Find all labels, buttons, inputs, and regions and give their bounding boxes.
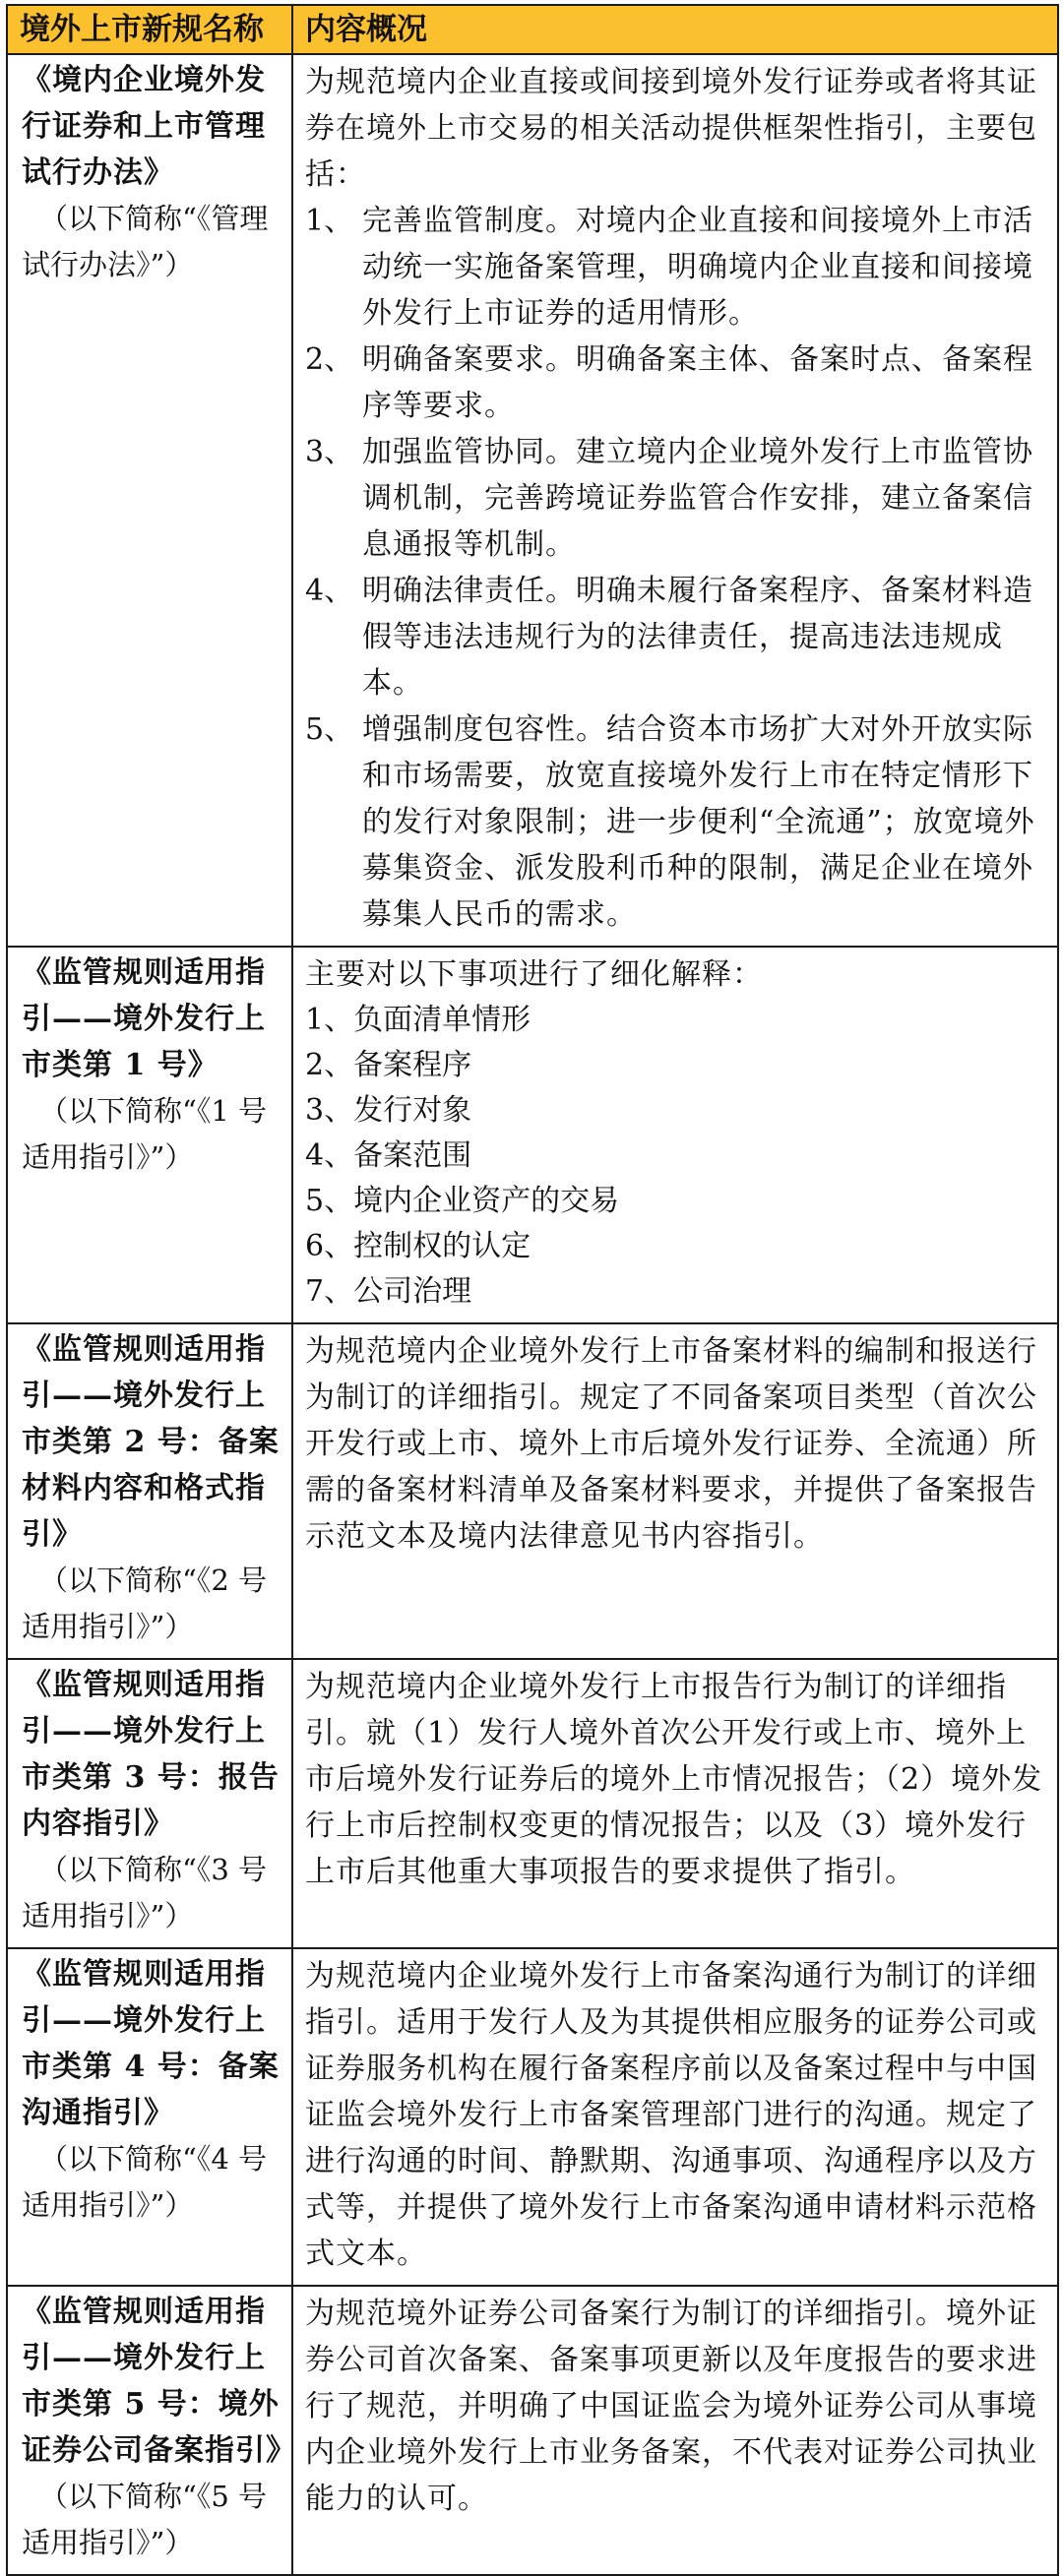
content-overview-cell	[292, 1948, 1058, 2286]
regulation-abbreviation: （以下简称“《4 号	[39, 2142, 267, 2176]
content-text: 为规范境内企业境外发行上市报告行为制订的详细指引。就（1）发行人境外首次公开发行或上市、境外上市后境外发行证券后的境外上市情况报告；（2）境外发行上市后控制权变更的情况报告；以及（3）境外发行上市后其他重大事项报告的要求提供了指引。	[305, 1670, 1043, 1889]
list-item	[305, 1088, 1047, 1134]
list-item-text: 公司治理	[353, 1274, 472, 1309]
list-item-text: 备案程序	[353, 1048, 472, 1082]
list-item	[305, 429, 1047, 568]
regulation-abbreviation: 适用指引》”）	[22, 1610, 194, 1643]
content-text: 为规范境内企业境外发行上市备案材料的编制和报送行为制订的详细指引。规定了不同备案项目类型（首次公开发行或上市、境外上市后境外发行证券、全流通）所需的备案材料清单及备案材料要求，并提供了备案报告示范文本及境内法律意见书内容指引。	[305, 1334, 1037, 1554]
content-overview-cell	[292, 54, 1058, 947]
list-item-text: 完善监管制度。对境内企业直接和间接境外上市活动统一实施备案管理，明确境内企业直接和间接境外发行上市证券的适用情形。	[362, 204, 1033, 331]
content-intro: 主要对以下事项进行了细化解释：	[305, 957, 763, 992]
list-item-text: 明确备案要求。明确备案主体、备案时点、备案程序等要求。	[362, 342, 1033, 423]
table-row	[7, 1948, 1058, 2286]
header-regulation-name: 境外上市新规名称	[7, 5, 292, 54]
content-text: 为规范境内企业境外发行上市备案沟通行为制订的详细指引。适用于发行人及为其提供相应服务的证券公司或证券服务机构在履行备案程序前以及备案过程中与中国证监会境外发行上市备案管理部门进行的沟通。规定了进行沟通的时间、静默期、沟通事项、沟通程序以及方式等，并提供了境外发行上市备案沟通申请材料示范格式文本。	[305, 1959, 1037, 2271]
list-item-number: 4、	[305, 1138, 354, 1173]
content-overview-cell	[292, 1659, 1058, 1948]
list-item-text: 备案范围	[353, 1138, 472, 1173]
list-item-number: 2、	[305, 1048, 354, 1082]
content-text: 为规范境外证券公司备案行为制订的详细指引。境外证券公司首次备案、备案事项更新以及年度报告的要求进行了规范，并明确了中国证监会为境外证券公司从事境内企业境外发行上市业务备案，不代表对证券公司执业能力的认可。	[305, 2297, 1037, 2516]
list-item-number: 2、	[305, 342, 354, 377]
regulation-abbreviation: （以下简称“《管理	[39, 202, 269, 235]
regulation-abbreviation: （以下简称“《5 号	[39, 2480, 267, 2513]
regulation-abbreviation: 试行办法》”）	[22, 248, 194, 281]
table-row	[7, 1659, 1058, 1948]
list-item-text: 明确法律责任。明确未履行备案程序、备案材料造假等违法违规行为的法律责任，提高违法违规成本。	[362, 574, 1033, 701]
list-item	[305, 568, 1047, 706]
list-item-text: 境内企业资产的交易	[353, 1184, 620, 1218]
list-item-text: 控制权的认定	[353, 1229, 532, 1263]
list-item-number: 5、	[305, 1184, 354, 1218]
regulation-name-cell	[7, 1323, 292, 1659]
content-overview-cell	[292, 947, 1058, 1323]
table-row	[7, 54, 1058, 947]
regulation-title: 《监管规则适用指引——境外发行上市类第 3 号：报告内容指引》	[22, 1668, 280, 1841]
table-row	[7, 947, 1058, 1323]
table-header-row	[7, 5, 1058, 54]
regulation-title: 《境内企业境外发行证券和上市管理试行办法》	[22, 63, 266, 190]
regulation-name-cell	[7, 1659, 292, 1948]
table-row	[7, 2286, 1058, 2575]
list-item	[305, 1269, 1047, 1315]
regulation-name-cell	[7, 54, 292, 947]
regulation-abbreviation: 适用指引》”）	[22, 2526, 194, 2559]
regulation-abbreviation: 适用指引》”）	[22, 1899, 194, 1932]
list-item-number: 3、	[305, 435, 354, 469]
regulation-abbreviation: 适用指引》”）	[22, 1140, 194, 1174]
content-overview-cell	[292, 1323, 1058, 1659]
list-item	[305, 1179, 1047, 1224]
list-item-number: 3、	[305, 1093, 354, 1128]
list-item-text: 发行对象	[353, 1093, 472, 1128]
regulation-table	[6, 4, 1059, 2576]
list-item-text: 增强制度包容性。结合资本市场扩大对外开放实际和市场需要，放宽直接境外发行上市在特定情形下的发行对象限制；进一步便利“全流通”；放宽境外募集资金、派发股利币种的限制，满足企业在境外募集人民币的需求。	[362, 712, 1035, 932]
regulation-title: 《监管规则适用指引——境外发行上市类第 5 号：境外证券公司备案指引》	[22, 2295, 296, 2468]
regulation-abbreviation: 适用指引》”）	[22, 2188, 194, 2222]
list-item-number: 6、	[305, 1229, 354, 1263]
list-item-number: 4、	[305, 574, 354, 608]
regulation-title: 《监管规则适用指引——境外发行上市类第 4 号：备案沟通指引》	[22, 1957, 280, 2130]
regulation-abbreviation: （以下简称“《1 号	[39, 1094, 267, 1128]
regulation-title: 《监管规则适用指引——境外发行上市类第 2 号：备案材料内容和格式指引》	[22, 1332, 280, 1552]
list-item	[305, 1134, 1047, 1179]
regulation-name-cell	[7, 1948, 292, 2286]
list-item-number: 5、	[305, 712, 354, 747]
list-item	[305, 706, 1047, 938]
list-item-text: 加强监管协同。建立境内企业境外发行上市监管协调机制，完善跨境证券监管合作安排，建立备案信息通报等机制。	[362, 435, 1033, 562]
regulation-name-cell	[7, 947, 292, 1323]
regulation-title: 《监管规则适用指引——境外发行上市类第 1 号》	[22, 955, 266, 1082]
content-overview-cell	[292, 2286, 1058, 2575]
list-item	[305, 198, 1047, 337]
regulation-abbreviation: （以下简称“《2 号	[39, 1564, 267, 1597]
list-item	[305, 337, 1047, 429]
list-item-text: 负面清单情形	[353, 1003, 532, 1037]
list-item	[305, 998, 1047, 1043]
table-row	[7, 1323, 1058, 1659]
content-intro: 为规范境内企业直接或间接到境外发行证券或者将其证券在境外上市交易的相关活动提供框架性指引，主要包括：	[305, 65, 1037, 192]
header-content-overview: 内容概况	[292, 5, 1058, 54]
regulation-name-cell	[7, 2286, 296, 2575]
list-item	[305, 1224, 1047, 1269]
list-item-number: 1、	[305, 1003, 354, 1037]
list-item-number: 1、	[305, 204, 354, 238]
list-item-number: 7、	[305, 1274, 354, 1309]
regulation-abbreviation: （以下简称“《3 号	[39, 1853, 267, 1886]
list-item	[305, 1043, 1047, 1088]
